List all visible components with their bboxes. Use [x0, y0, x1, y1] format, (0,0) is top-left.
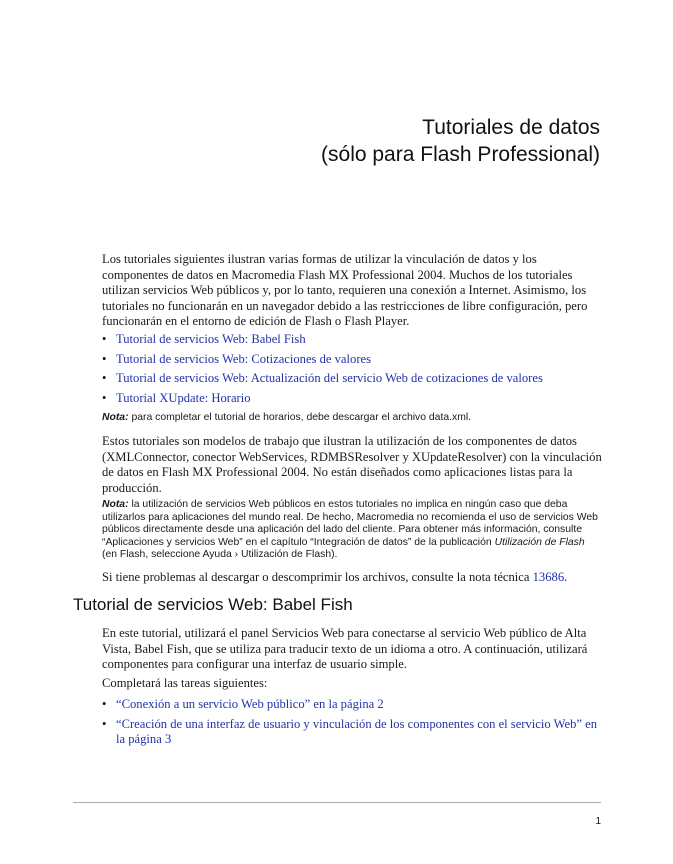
- tutorial-link-babel-fish[interactable]: Tutorial de servicios Web: Babel Fish: [116, 332, 306, 346]
- note-1-text: para completar el tutorial de horarios, debe descargar el archivo data.xml.: [128, 412, 472, 423]
- list-item: [102, 332, 602, 348]
- note-2-text-a: la utilización de servicios Web públicos en estos tutoriales no implica en ningún caso que deba utilizarlos para aplicaciones del mundo real. De hecho, Macromedia no recomienda el uso de servicios Web públicos directamente desde una aplicación del lado del cliente. Para obtener más información, consulte “Aplicaciones y servicios Web” en el capítulo “Integración de datos” de la publicación: [102, 499, 598, 548]
- page-number: 1: [595, 816, 601, 827]
- bullet-icon: •: [102, 716, 107, 731]
- list-item: [102, 697, 602, 713]
- tutorial-link-xupdate[interactable]: Tutorial XUpdate: Horario: [116, 390, 251, 405]
- bullet-icon: •: [102, 390, 107, 405]
- note-1-label: Nota:: [102, 412, 129, 423]
- list-item: [102, 352, 602, 368]
- section-heading: Tutorial de servicios Web: Babel Fish: [73, 595, 353, 614]
- bullet-icon: •: [102, 697, 107, 711]
- tutorial-link-stock-quotes[interactable]: Tutorial de servicios Web: Cotizaciones de valores: [116, 351, 372, 366]
- list-item: [102, 717, 602, 748]
- technote-text: Si tiene problemas al descargar o descomprimir los archivos, consulte la nota técnica: [102, 570, 533, 584]
- note-2: [102, 499, 602, 562]
- tutorial-link-list: [102, 332, 602, 410]
- list-item: [102, 391, 602, 407]
- note-2-text-b: (en Flash, seleccione Ayuda › Utilización de Flash).: [102, 549, 338, 561]
- note-2-label: Nota:: [102, 499, 129, 510]
- tasks-intro: Completará las tareas siguientes:: [102, 676, 268, 690]
- footer-rule: [73, 802, 601, 803]
- note-2-italic: Utilización de Flash: [494, 536, 585, 548]
- task-link-list: [102, 697, 602, 752]
- page-title: [321, 114, 600, 168]
- bullet-icon: •: [102, 371, 107, 385]
- technote-end: .: [564, 570, 568, 584]
- title-line-1: Tutoriales de datos: [422, 116, 600, 139]
- intro-paragraph: Los tutoriales siguientes ilustran varias formas de utilizar la vinculación de datos y los componentes de datos en Macromedia Flash MX Professional 2004. Muchos de los tutoriales utilizan servicios Web públicos y, por lo tanto, requieren una conexión a Internet. Asimismo, los tutoriales no funcionarán en un navegador debido a las restricciones de libre configuración, pero funcionarán en el entorno de edición de Flash o Flash Player.: [102, 252, 588, 328]
- bullet-icon: •: [102, 351, 107, 366]
- models-paragraph: Estos tutoriales son modelos de trabajo que ilustran la utilización de los componentes de datos (XMLConnector, conector WebServices, RDMBSResolver y XUpdateResolver) con la vinculación de datos en Flash MX Professional 2004. No están diseñados como aplicaciones listas para la producción.: [102, 434, 602, 495]
- technote-paragraph: [102, 570, 602, 586]
- tutorial-link-stock-update[interactable]: Tutorial de servicios Web: Actualización del servicio Web de cotizaciones de valores: [116, 371, 543, 385]
- note-1: [102, 412, 602, 425]
- title-line-2: (sólo para Flash Professional): [321, 143, 600, 166]
- section-paragraph: En este tutorial, utilizará el panel Servicios Web para conectarse al servicio Web público de Alta Vista, Babel Fish, que se utiliza para traducir texto de un idioma a otro. A continuación, utilizará componentes para configurar una interfaz de usuario simple.: [102, 626, 588, 671]
- task-link-ui[interactable]: “Creación de una interfaz de usuario y vinculación de los componentes con el servicio Web” en la página 3: [116, 716, 597, 746]
- task-link-connect[interactable]: “Conexión a un servicio Web público” en la página 2: [116, 697, 384, 711]
- list-item: [102, 371, 602, 387]
- bullet-icon: •: [102, 332, 107, 346]
- technote-link[interactable]: 13686: [532, 570, 565, 584]
